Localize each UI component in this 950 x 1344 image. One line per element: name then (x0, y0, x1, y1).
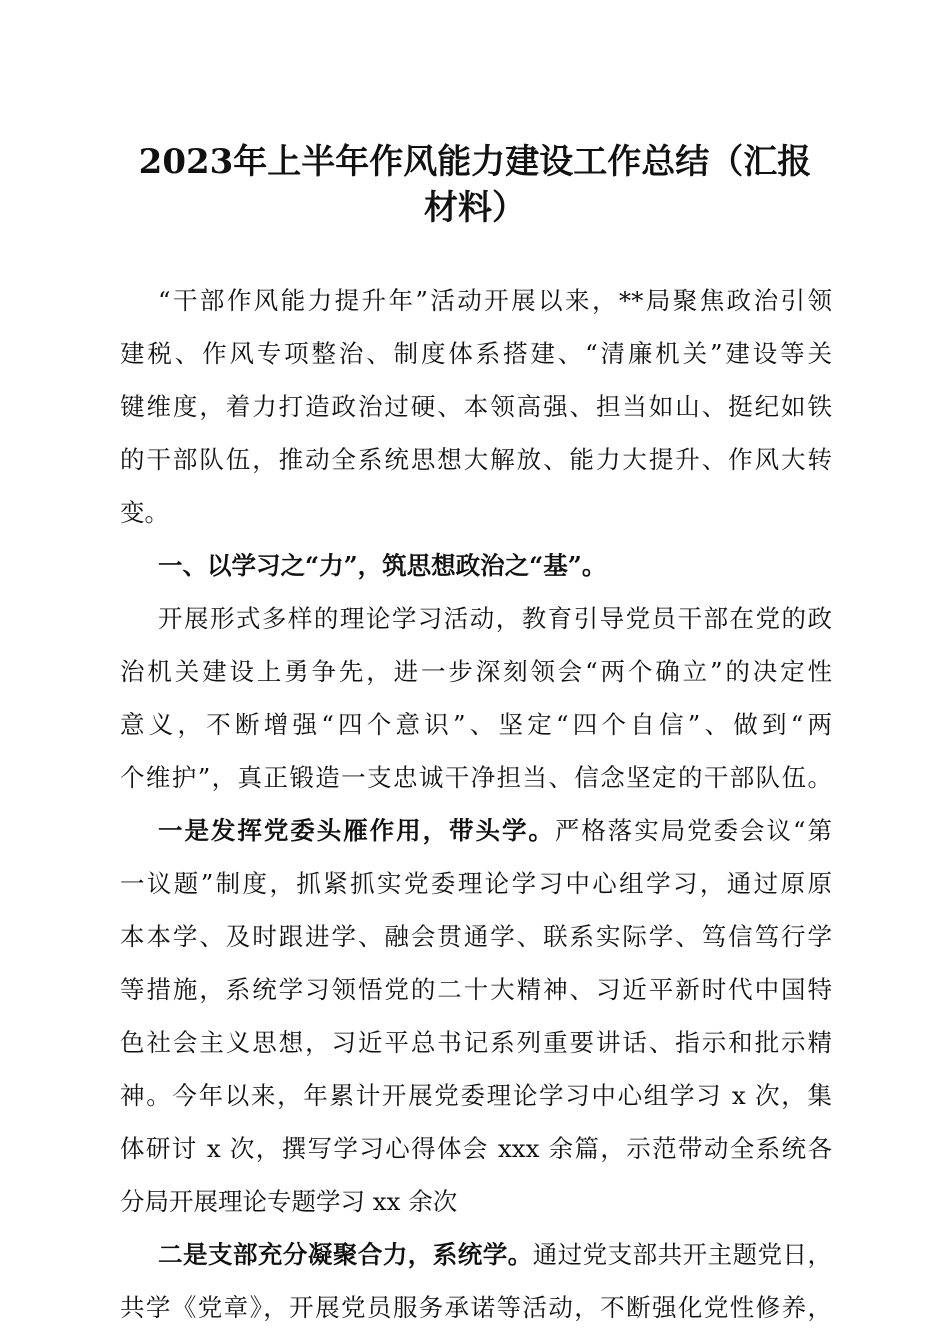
document-title-line-1: 2023年上半年作风能力建设工作总结（汇报 (138, 142, 812, 182)
item-text: 通过党支部共开主题党日， (532, 1240, 833, 1269)
section-paragraph-line: 个维护”，真正锻造一支忠诚干净担当、信念坚定的干部队伍。 (120, 763, 832, 792)
intro-line: 建税、作风专项整治、制度体系搭建、“清廉机关”建设等关 (120, 339, 832, 368)
item-first-line (158, 816, 832, 846)
item-first-line (158, 1240, 832, 1270)
section-heading: 一、以学习之“力”，筑思想政治之“基”。 (158, 551, 607, 580)
section-paragraph-line: 意义，不断增强“四个意识”、坚定“四个自信”、做到“两 (120, 710, 832, 739)
item-line: 体研讨 x 次，撰写学习心得体会 xxx 余篇，示范带动全系统各 (120, 1134, 832, 1163)
item-line: 等措施，系统学习领悟党的二十大精神、习近平新时代中国特 (120, 975, 832, 1004)
item-line: 神。今年以来，年累计开展党委理论学习中心组学习 x 次，集 (120, 1081, 832, 1110)
section-paragraph-line: 治机关建设上勇争先，进一步深刻领会“两个确立”的决定性 (120, 657, 832, 686)
item-line: 色社会主义思想，习近平总书记系列重要讲话、指示和批示精 (120, 1028, 832, 1057)
intro-line: “干部作风能力提升年”活动开展以来，**局聚焦政治引领 (158, 286, 832, 315)
item-line: 分局开展理论专题学习 xx 余次 (120, 1187, 458, 1216)
item-line: 本本学、及时跟进学、融会贯通学、联系实际学、笃信笃行学 (120, 922, 832, 951)
item-lead: 二是支部充分凝聚合力，系统学。 (158, 1240, 533, 1269)
item-lead: 一是发挥党委头雁作用，带头学。 (158, 816, 555, 845)
item-line: 一议题”制度，抓紧抓实党委理论学习中心组学习，通过原原 (120, 869, 832, 898)
intro-line: 变。 (120, 498, 169, 527)
item-text: 严格落实局党委会议“第 (554, 816, 833, 845)
document-title-line-2: 材料） (424, 188, 526, 228)
item-line: 共学《党章》，开展党员服务承诺等活动，不断强化党性修养， (120, 1293, 832, 1322)
intro-line: 的干部队伍，推动全系统思想大解放、能力大提升、作风大转 (120, 445, 832, 474)
section-paragraph-line: 开展形式多样的理论学习活动，教育引导党员干部在党的政 (158, 604, 832, 633)
intro-line: 键维度，着力打造政治过硬、本领高强、担当如山、挺纪如铁 (120, 392, 832, 421)
